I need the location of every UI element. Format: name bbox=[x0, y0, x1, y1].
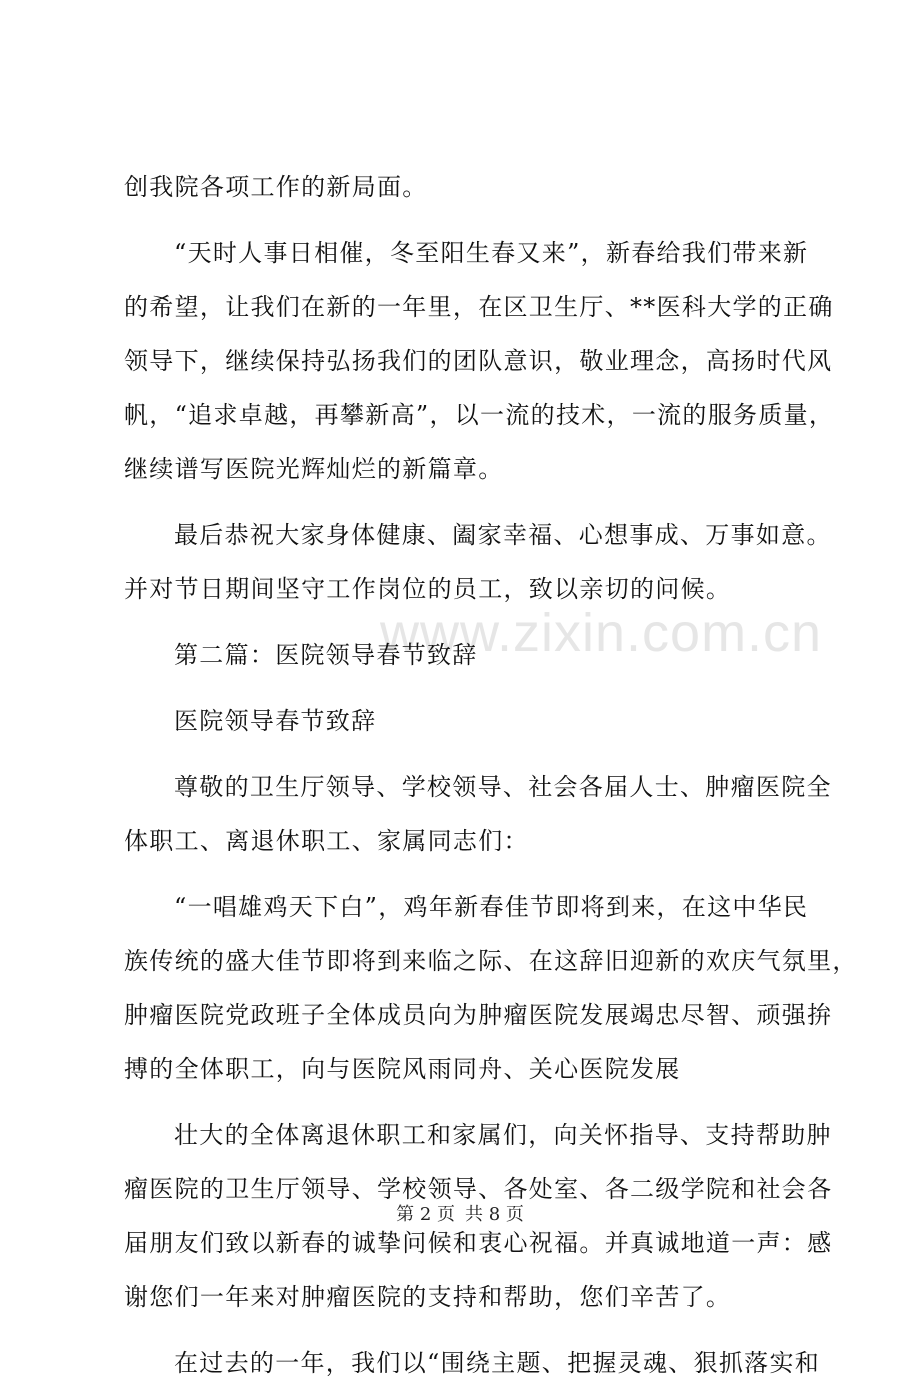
section-title: 医院领导春节致辞 bbox=[174, 707, 377, 735]
text-line: 继续谱写医院光辉灿烂的新篇章。 bbox=[124, 455, 504, 483]
text-line: “天时人事日相催，冬至阳生春又来”，新春给我们带来新 bbox=[174, 239, 809, 267]
text-line: 尊敬的卫生厅领导、学校领导、社会各届人士、肿瘤医院全 bbox=[174, 773, 832, 801]
text-line: 谢您们一年来对肿瘤医院的支持和帮助，您们辛苦了。 bbox=[124, 1283, 732, 1311]
text-line: 族传统的盛大佳节即将到来临之际、在这辞旧迎新的欢庆气氛里， bbox=[124, 947, 858, 975]
text-line: “一唱雄鸡天下白”，鸡年新春佳节即将到来，在这中华民 bbox=[174, 893, 809, 921]
text-line: 领导下，继续保持弘扬我们的团队意识，敬业理念，高扬时代风 bbox=[124, 347, 833, 375]
text-line: 届朋友们致以新春的诚挚问候和衷心祝福。并真诚地道一声：感 bbox=[124, 1229, 833, 1257]
text-line: 瘤医院的卫生厅领导、学校领导、各处室、各二级学院和社会各 bbox=[124, 1175, 833, 1203]
watermark: www.zixin.com.cn bbox=[380, 603, 823, 663]
text-line: 的希望，让我们在新的一年里，在区卫生厅、**医科大学的正确 bbox=[124, 293, 834, 321]
text-line: 并对节日期间坚守工作岗位的员工，致以亲切的问候。 bbox=[124, 575, 732, 603]
text-line: 创我院各项工作的新局面。 bbox=[124, 173, 428, 201]
text-line: 在过去的一年，我们以“围绕主题、把握灵魂、狠抓落实和 bbox=[174, 1349, 821, 1377]
text-line: 最后恭祝大家身体健康、阖家幸福、心想事成、万事如意。 bbox=[174, 521, 832, 549]
text-line: 壮大的全体离退休职工和家属们，向关怀指导、支持帮助肿 bbox=[174, 1121, 832, 1149]
text-line: 体职工、离退休职工、家属同志们： bbox=[124, 827, 529, 855]
text-line: 搏的全体职工，向与医院风雨同舟、关心医院发展 bbox=[124, 1055, 681, 1083]
section-heading: 第二篇：医院领导春节致辞 bbox=[174, 641, 478, 669]
page-number: 第 2 页 bbox=[396, 1204, 455, 1225]
text-line: 帆，“追求卓越，再攀新高”，以一流的技术，一流的服务质量， bbox=[124, 401, 835, 429]
page-total: 共 8 页 bbox=[465, 1204, 524, 1225]
document-body bbox=[124, 160, 858, 1390]
text-line: 肿瘤医院党政班子全体成员向为肿瘤医院发展竭忠尽智、顽强拚 bbox=[124, 1001, 833, 1029]
